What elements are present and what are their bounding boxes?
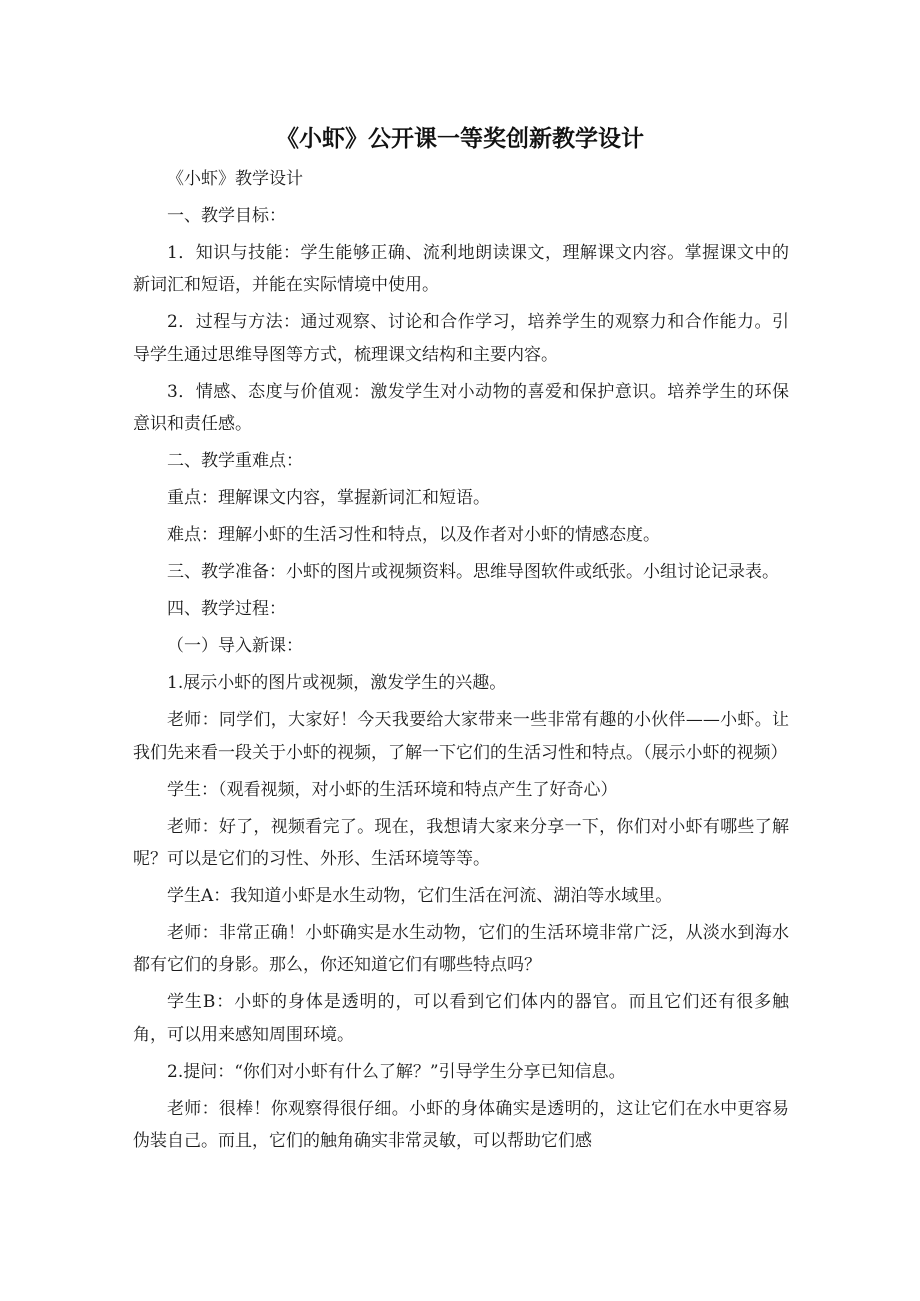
paragraph: 难点：理解小虾的生活习性和特点，以及作者对小虾的情感态度。 [167, 525, 660, 546]
paragraph: 2．过程与方法：通过观察、讨论和合作学习，培养学生的观察力和合作能力。引导学生通过思维导图等方式，梳理课文结构和主要内容。 [133, 312, 789, 365]
document-body [133, 163, 789, 1158]
paragraph: 学生：（观看视频，对小虾的生活环境和特点产生了好奇心） [167, 779, 618, 800]
paragraph: 老师：同学们，大家好！今天我要给大家带来一些非常有趣的小伙伴——小虾。让我们先来看一段关于小虾的视频，了解一下它们的生活习性和特点。（展示小虾的视频） [133, 710, 789, 763]
document-title: 《小虾》公开课一等奖创新教学设计 [276, 126, 644, 152]
paragraph: 老师：很棒！你观察得很仔细。小虾的身体确实是透明的，这让它们在水中更容易伪装自己。而且，它们的触角确实非常灵敏，可以帮助它们感 [133, 1098, 789, 1152]
paragraph: 3．情感、态度与价值观：激发学生对小动物的喜爱和保护意识。培养学生的环保意识和责任感。 [133, 381, 789, 435]
paragraph: 四、教学过程： [167, 599, 286, 620]
paragraph: （一）导入新课： [167, 636, 303, 657]
paragraph: 老师：非常正确！小虾确实是水生动物，它们的生活环境非常广泛，从淡水到海水都有它们的身影。那么，你还知道它们有哪些特点吗？ [133, 923, 789, 976]
paragraph: 《小虾》教学设计 [167, 169, 303, 189]
paragraph: 1．知识与技能：学生能够正确、流利地朗读课文，理解课文内容。掌握课文中的新词汇和短语，并能在实际情境中使用。 [133, 243, 789, 296]
paragraph: 三、教学准备：小虾的图片或视频资料。思维导图软件或纸张。小组讨论记录表。 [167, 562, 779, 583]
paragraph: 一、教学目标： [167, 206, 286, 226]
paragraph: 重点：理解课文内容，掌握新词汇和短语。 [167, 488, 490, 509]
paragraph: 学生B：小虾的身体是透明的，可以看到它们体内的器官。而且它们还有很多触角，可以用来感知周围环境。 [133, 992, 789, 1045]
paragraph: 学生A：我知道小虾是水生动物，它们生活在河流、湖泊等水域里。 [167, 886, 673, 907]
paragraph: 老师：好了，视频看完了。现在，我想请大家来分享一下，你们对小虾有哪些了解呢？可以是它们的习性、外形、生活环境等等。 [133, 816, 789, 870]
paragraph: 2.提问：“你们对小虾有什么了解？”引导学生分享已知信息。 [167, 1061, 626, 1082]
paragraph: 二、教学重难点： [167, 451, 303, 472]
paragraph: 1.展示小虾的图片或视频，激发学生的兴趣。 [167, 673, 507, 694]
